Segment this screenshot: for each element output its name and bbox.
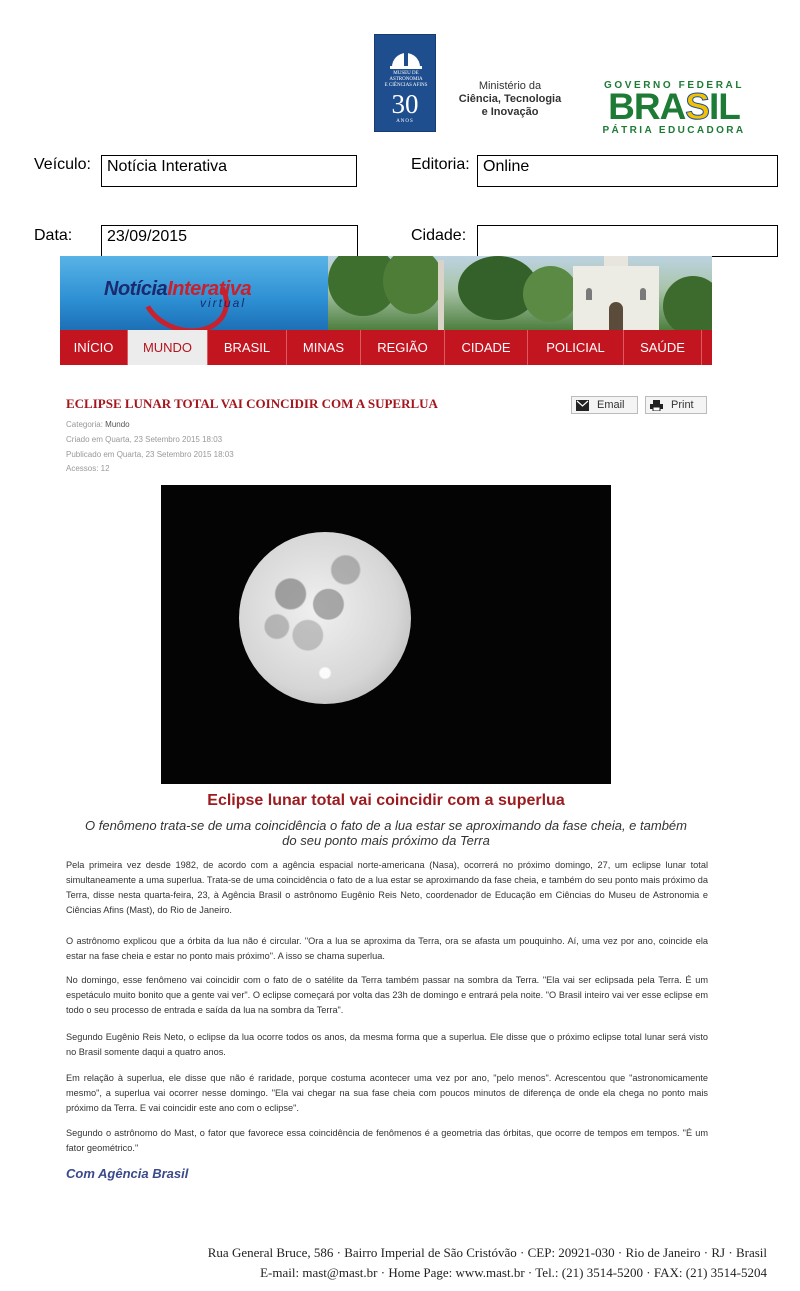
nav-item-mundo[interactable]: MUNDO <box>128 330 208 365</box>
observatory-dome-icon <box>388 43 424 69</box>
mast-logo-name: MUSEU DE ASTRONOMIA E CIÊNCIAS AFINS <box>384 71 428 88</box>
tree <box>523 266 578 322</box>
government-logo-word: BRASIL <box>608 86 740 127</box>
vehicle-label: Veículo: <box>34 156 91 173</box>
nav-item-cidade[interactable]: CIDADE <box>445 330 528 365</box>
article-paragraph: Segundo o astrônomo do Mast, o fator que favorece essa coincidência de fenômenos é a geometria das órbitas, que ocorre de tempos em tempos. "É um fator geométrico." <box>66 1128 708 1153</box>
mast-anniversary-unit: ANOS <box>396 119 414 124</box>
article-hits: Acessos: 12 <box>66 464 110 473</box>
ministry-logo: Ministério da Ciência, Tecnologia e Inovação <box>458 80 562 118</box>
article-paragraph: Pela primeira vez desde 1982, de acordo com a agência espacial norte-americana (Nasa), ocorrerá no próximo domingo, 27, um eclipse lunar total simultaneamente a uma superlua. Trata-se de uma coincidência o fato de a lua estar se aproximando da fase cheia, e também do seu ponto mais próximo da Terra, disse nesta quarta-feira, 23, à Agência Brasil o astrônomo Eugênio Reis Neto, coordenador de Educação em Ciências do Museu de Astronomia e Ciências Afins (Mast), do Rio de Janeiro. <box>66 860 708 915</box>
date-field: 23/09/2015 <box>101 225 358 257</box>
article-created: Criado em Quarta, 23 Setembro 2015 18:03 <box>66 435 223 444</box>
site-header <box>60 256 712 330</box>
nav-item-regiao[interactable]: REGIÃO <box>361 330 445 365</box>
article-credit: Com Agência Brasil <box>66 1166 189 1181</box>
article-paragraph: O astrônomo explicou que a órbita da lua não é circular. "Ora a lua se aproxima da Terra, ora se afasta um pouquinho. Aí, uma vez por ano, coincide ela estar na fase cheia e estar no ponto mais próximo". A isso se chama superlua. <box>66 936 708 961</box>
church-window <box>640 288 646 300</box>
church-door <box>609 302 623 330</box>
city-label: Cidade: <box>411 227 467 244</box>
footer-contact: E-mail: mast@mast.br · Home Page: www.mast.br · Tel.: (21) 3514-5200 · FAX: (21) 3514-5204 <box>260 1265 767 1280</box>
site-nav <box>60 330 712 365</box>
envelope-icon <box>576 400 589 411</box>
city-field <box>477 225 778 257</box>
print-button[interactable]: Print <box>645 396 707 414</box>
article-headline: Eclipse lunar total vai coincidir com a superlua <box>207 792 565 809</box>
mast-anniversary-number: 30 <box>391 89 419 119</box>
mast-logo <box>374 34 436 132</box>
nav-item-saude[interactable]: SAÚDE <box>624 330 702 365</box>
full-moon <box>239 532 411 704</box>
article-published: Publicado em Quarta, 23 Setembro 2015 18:03 <box>66 450 234 459</box>
site-logo[interactable]: NotíciaInterativa <box>104 278 252 300</box>
article-paragraph: Segundo Eugênio Reis Neto, o eclipse da lua ocorre todos os anos, da mesma forma que a superlua. Ele disse que o próximo eclipse total lunar será visto no Brasil somente daqui a quatro anos. <box>66 1032 708 1057</box>
date-label: Data: <box>34 227 73 244</box>
category-link[interactable]: Mundo <box>105 420 130 429</box>
section-field: Online <box>477 155 778 187</box>
article-title[interactable]: ECLIPSE LUNAR TOTAL VAI COINCIDIR COM A SUPERLUA <box>66 396 438 411</box>
tree <box>383 256 443 314</box>
church-window <box>586 288 592 300</box>
header-town-photo <box>328 256 712 330</box>
nav-item-policial[interactable]: POLICIAL <box>528 330 624 365</box>
vehicle-field: Notícia Interativa <box>101 155 357 187</box>
government-logo-bottom: PÁTRIA EDUCADORA <box>602 125 746 136</box>
site-logo-banner <box>60 256 328 330</box>
article-image <box>161 485 611 784</box>
printer-icon <box>650 400 663 411</box>
government-logo-top: GOVERNO FEDERAL <box>603 80 745 91</box>
nav-item-inicio[interactable]: INÍCIO <box>60 330 128 365</box>
article-paragraph: Em relação à superlua, ele disse que não é raridade, porque costuma acontecer uma vez por ano, "pelo menos". Acrescentou que "astronomicamente mesmo", a superlua vai ocorrer nesse domingo. "Ela vai chegar na sua fase cheia com poucos minutos de diferença de onde ela chega no ponto mais próximo da Terra. E vai coincidir este ano com o eclipse". <box>66 1073 708 1113</box>
article-subhead: O fenômeno trata-se de uma coincidência o fato de a lua estar se aproximando da fase cheia, e também do seu ponto mais próximo da Terra <box>85 818 687 848</box>
email-button[interactable]: Email <box>571 396 638 414</box>
lamp-post <box>438 260 444 330</box>
site-logo-subtitle: virtual <box>200 296 247 310</box>
nav-item-minas[interactable]: MINAS <box>287 330 361 365</box>
article-paragraph: No domingo, esse fenômeno vai coincidir com o fato de o satélite da Terra também passar na sombra da Terra. "Ela vai ser eclipsada pela Terra. É um espetáculo muito bonito que a gente vai ver". O eclipse começará por volta das 23h de domingo e entrará pela noite. "O Brasil inteiro vai ver esse eclipse em todo o seu processo de entrada e saída da lua na sombra da Terra". <box>66 975 708 1015</box>
tree <box>663 276 712 330</box>
nav-item-brasil[interactable]: BRASIL <box>208 330 287 365</box>
article-category: Categoria: Mundo <box>66 420 130 429</box>
footer-address: Rua General Bruce, 586 · Bairro Imperial de São Cristóvão · CEP: 20921-030 · Rio de Janeiro · RJ · Brasil <box>207 1245 767 1260</box>
section-label: Editoria: <box>411 156 470 173</box>
government-logo <box>590 80 758 136</box>
